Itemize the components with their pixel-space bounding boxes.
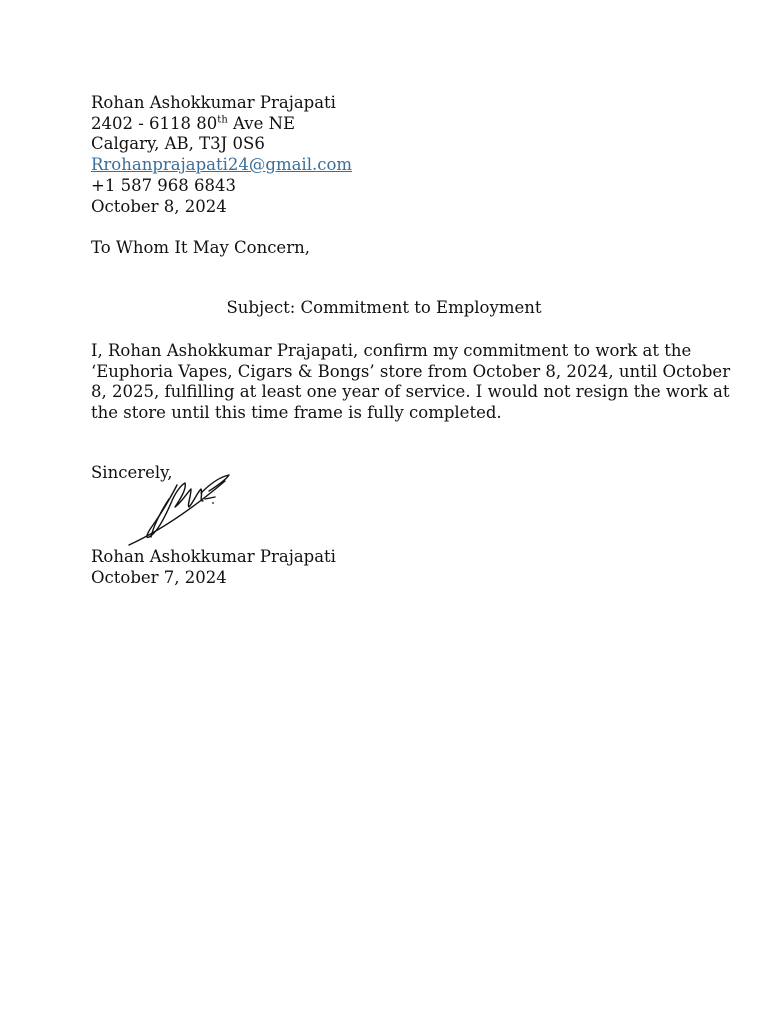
sender-email-link[interactable]: Rrohanprajapati24@gmail.com [91,155,353,174]
body-line: I, Rohan Ashokkumar Prajapati, confirm my commitment to work at the [91,341,692,360]
signoff-date: October 7, 2024 [91,568,227,587]
body-line: ‘Euphoria Vapes, Cigars & Bongs’ store from October 8, 2024, until October [91,361,731,381]
address-line1-suffix: Ave NE [227,114,296,133]
sender-address-line2: Calgary, AB, T3J 0S6 [91,134,265,153]
body-line: the store until this time frame is fully completed. [91,402,502,422]
letter-date: October 8, 2024 [91,197,227,216]
sender-address-line1 [91,114,295,134]
closing: Sincerely, [91,463,173,482]
address-ordinal-suffix: th [217,114,228,126]
sender-email-line [91,155,352,175]
signoff-name: Rohan Ashokkumar Prajapati [91,547,336,566]
sender-phone: +1 587 968 6843 [91,176,237,195]
body-paragraph [91,341,731,423]
salutation: To Whom It May Concern, [91,238,310,257]
handwritten-signature [125,463,240,553]
address-line1-prefix: 2402 - 6118 80 [91,114,218,133]
body-line: 8, 2025, fulfilling at least one year of service. I would not resign the work at [91,382,730,402]
sender-name: Rohan Ashokkumar Prajapati [91,93,336,112]
subject-line: Subject: Commitment to Employment [226,298,542,317]
